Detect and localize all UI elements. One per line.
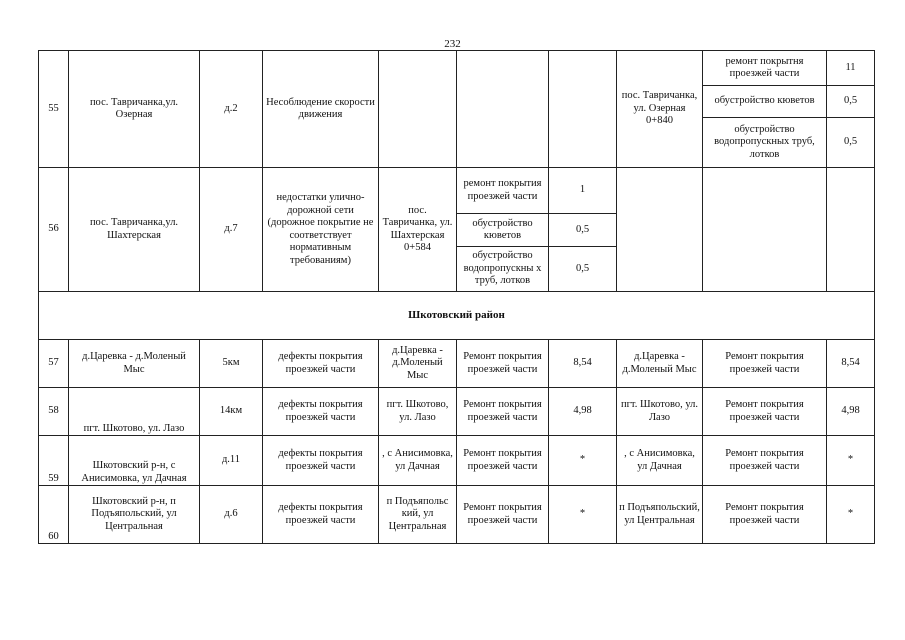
house-cell: 14км: [200, 388, 263, 436]
place-cell: д.Царевка - д.Моленый Мыс: [379, 340, 457, 388]
plan-value-cell: *: [827, 436, 875, 486]
value-cell: 0,5: [549, 214, 617, 247]
accident-sites-table: [38, 50, 875, 544]
plan-value-cell: 0,5: [827, 118, 875, 168]
work-cell: Ремонт покрытия проезжей части: [457, 340, 549, 388]
cause-cell: дефекты покрытия проезжей части: [263, 388, 379, 436]
plan-work-cell: обустройство водопропускных труб, лотков: [703, 118, 827, 168]
plan-value-cell: 0,5: [827, 86, 875, 118]
house-cell: д.2: [200, 51, 263, 168]
place-cell: п Подъяпольс кий, ул Центральная: [379, 486, 457, 544]
place-cell: , с Анисимовка, ул Дачная: [379, 436, 457, 486]
table-row: [39, 51, 875, 86]
work-cell: Ремонт покрытия проезжей части: [457, 436, 549, 486]
plan-value-cell: 8,54: [827, 340, 875, 388]
house-cell: д.7: [200, 168, 263, 292]
table-row: [39, 340, 875, 388]
plan-work-cell: Ремонт покрытия проезжей части: [703, 340, 827, 388]
row-number: 55: [39, 51, 69, 168]
value-cell: [549, 51, 617, 168]
location-cell: д.Царевка - д.Моленый Мыс: [69, 340, 200, 388]
location-cell: Шкотовский р-н, с Анисимовка, ул Дачная: [69, 436, 200, 486]
plan-place-cell: п Подъяпольский, ул Центральная: [617, 486, 703, 544]
plan-work-cell: [703, 168, 827, 292]
house-cell: 5км: [200, 340, 263, 388]
plan-work-cell: ремонт покрытня проезжей части: [703, 51, 827, 86]
table-row: [39, 388, 875, 436]
value-cell: 0,5: [549, 247, 617, 292]
location-cell: Шкотовский р-н, п Подъяпольский, ул Центральная: [69, 486, 200, 544]
work-cell: обустройство водопропускны х труб, лотков: [457, 247, 549, 292]
place-cell: пос. Тавричанка, ул. Шахтерская 0+584: [379, 168, 457, 292]
cause-cell: дефекты покрытия проезжей части: [263, 486, 379, 544]
table-row: [39, 436, 875, 486]
row-number: 60: [39, 486, 69, 544]
work-cell: Ремонт покрытия проезжей части: [457, 486, 549, 544]
cause-cell: Несоблюдение скорости движения: [263, 51, 379, 168]
cause-cell: недостатки улично-дорожной сети (дорожное покрытие не соответствует нормативным требованиям): [263, 168, 379, 292]
plan-value-cell: [827, 168, 875, 292]
plan-place-cell: д.Царевка - д.Моленый Мыс: [617, 340, 703, 388]
location-cell: пос. Тавричанка,ул. Озерная: [69, 51, 200, 168]
location-cell: пос. Тавричанка,ул. Шахтерская: [69, 168, 200, 292]
plan-value-cell: *: [827, 486, 875, 544]
row-number: 56: [39, 168, 69, 292]
table-row: [39, 168, 875, 214]
place-cell: [379, 51, 457, 168]
value-cell: 1: [549, 168, 617, 214]
work-cell: [457, 51, 549, 168]
work-cell: обустройство кюветов: [457, 214, 549, 247]
plan-work-cell: Ремонт покрытия проезжей части: [703, 486, 827, 544]
value-cell: *: [549, 436, 617, 486]
row-number: 58: [39, 388, 69, 436]
page-number: 232: [444, 38, 461, 50]
plan-place-cell: пос. Тавричанка, ул. Озерная 0+840: [617, 51, 703, 168]
row-number: 59: [39, 436, 69, 486]
work-cell: Ремонт покрытия проезжей части: [457, 388, 549, 436]
plan-place-cell: [617, 168, 703, 292]
work-cell: ремонт покрытия проезжей части: [457, 168, 549, 214]
cause-cell: дефекты покрытия проезжей части: [263, 340, 379, 388]
section-title: Шкотовский район: [39, 292, 875, 340]
location-cell: пгт. Шкотово, ул. Лазо: [69, 388, 200, 436]
cause-cell: дефекты покрытия проезжей части: [263, 436, 379, 486]
value-cell: 8,54: [549, 340, 617, 388]
plan-value-cell: 11: [827, 51, 875, 86]
value-cell: 4,98: [549, 388, 617, 436]
section-row: [39, 292, 875, 340]
plan-work-cell: обустройство кюветов: [703, 86, 827, 118]
plan-value-cell: 4,98: [827, 388, 875, 436]
plan-place-cell: , с Анисимовка, ул Дачная: [617, 436, 703, 486]
house-cell: д.6: [200, 486, 263, 544]
table-row: [39, 486, 875, 544]
row-number: 57: [39, 340, 69, 388]
house-cell: д.11: [200, 436, 263, 486]
place-cell: пгт. Шкотово, ул. Лазо: [379, 388, 457, 436]
plan-work-cell: Ремонт покрытия проезжей части: [703, 388, 827, 436]
plan-work-cell: Ремонт покрытия проезжей части: [703, 436, 827, 486]
plan-place-cell: пгт. Шкотово, ул. Лазо: [617, 388, 703, 436]
value-cell: *: [549, 486, 617, 544]
